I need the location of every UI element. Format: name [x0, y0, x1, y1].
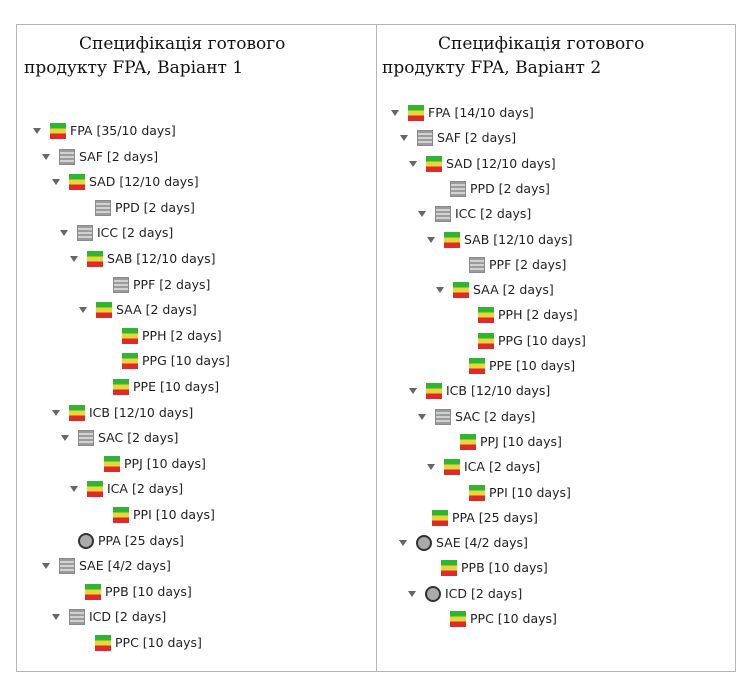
tree-node[interactable]	[408, 585, 522, 603]
tree-node-label: SAD [12/10 days]	[446, 155, 556, 171]
striped-box-icon	[417, 130, 433, 146]
circle-icon	[425, 586, 441, 602]
tree-node	[441, 559, 548, 577]
expand-arrow-icon[interactable]	[418, 211, 426, 217]
tree-node-label: ICC [2 days]	[97, 225, 174, 241]
tree-node[interactable]	[436, 281, 554, 299]
traffic-light-icon	[85, 584, 101, 600]
tree-node-label: PPE [10 days]	[133, 379, 220, 394]
tree-node-label: PPF [2 days]	[133, 276, 211, 292]
tree-node-label: SAF [2 days]	[437, 130, 517, 146]
striped-box-icon	[78, 430, 94, 446]
expand-arrow-icon[interactable]	[79, 307, 87, 313]
striped-box-icon	[113, 277, 129, 293]
tree-node-label: ICB [12/10 days]	[89, 404, 194, 420]
tree-node-label: PPA [25 days]	[98, 532, 184, 548]
expand-arrow-icon[interactable]	[436, 287, 444, 293]
expand-arrow-icon[interactable]	[70, 256, 78, 262]
tree-node[interactable]	[42, 148, 158, 166]
expand-arrow-icon[interactable]	[70, 486, 78, 492]
traffic-light-icon	[469, 485, 485, 501]
tree-node[interactable]	[418, 408, 535, 426]
traffic-light-icon	[122, 328, 138, 344]
tree-node-label: ICD [2 days]	[445, 585, 523, 601]
traffic-light-icon	[50, 123, 66, 139]
tree-node[interactable]	[409, 155, 556, 173]
tree-node-label: PPF [2 days]	[489, 256, 567, 272]
variant1-title	[24, 32, 285, 80]
tree-node-label: ICA [2 days]	[107, 481, 184, 497]
tree-node[interactable]	[61, 429, 178, 447]
expand-arrow-icon[interactable]	[399, 540, 407, 546]
expand-arrow-icon[interactable]	[60, 230, 68, 236]
tree-node-label: PPA [25 days]	[452, 509, 538, 525]
tree-node	[104, 455, 206, 473]
tree-node[interactable]	[42, 557, 171, 575]
tree-node[interactable]	[52, 608, 166, 626]
tree-node-label: SAC [2 days]	[455, 408, 536, 424]
tree-node-label: PPH [2 days]	[498, 307, 578, 323]
traffic-light-icon	[69, 174, 85, 190]
tree-node-label: FPA [35/10 days]	[70, 123, 176, 138]
tree-node-label: SAB [12/10 days]	[464, 231, 573, 247]
variant2-title-line1: Специфікація готового	[438, 34, 645, 54]
tree-node-label: PPJ [10 days]	[124, 455, 206, 471]
tree-node-label: PPD [2 days]	[115, 199, 195, 215]
traffic-light-icon	[444, 232, 460, 248]
tree-node[interactable]	[391, 104, 534, 122]
tree-node	[85, 583, 192, 601]
striped-box-icon	[469, 257, 485, 273]
tree-node	[469, 357, 575, 375]
tree-node-label: PPC [10 days]	[115, 635, 202, 650]
tree-node-label: SAA [2 days]	[116, 302, 197, 318]
traffic-light-icon	[113, 379, 129, 395]
tree-node-label: PPH [2 days]	[142, 327, 222, 343]
traffic-light-icon	[469, 358, 485, 374]
tree-node-label: SAE [4/2 days]	[79, 558, 171, 574]
tree-node[interactable]	[409, 382, 550, 400]
tree-node-label: PPC [10 days]	[470, 611, 557, 626]
tree-node-label: ICA [2 days]	[464, 459, 541, 475]
tree-node-label: SAE [4/2 days]	[436, 535, 528, 551]
striped-box-icon	[435, 409, 451, 425]
tree-node-label: PPI [10 days]	[133, 507, 215, 522]
tree-node[interactable]	[400, 129, 516, 147]
tree-node	[113, 276, 210, 294]
traffic-light-icon	[104, 456, 120, 472]
expand-arrow-icon[interactable]	[52, 614, 60, 620]
expand-arrow-icon[interactable]	[391, 110, 399, 116]
traffic-light-icon	[478, 333, 494, 349]
tree-node-label: ICC [2 days]	[455, 206, 532, 222]
striped-box-icon	[95, 200, 111, 216]
tree-node-label: PPJ [10 days]	[480, 433, 562, 449]
tree-node-label: PPG [10 days]	[142, 353, 230, 369]
expand-arrow-icon[interactable]	[52, 179, 60, 185]
expand-arrow-icon[interactable]	[427, 464, 435, 470]
tree-node-label: ICB [12/10 days]	[446, 383, 551, 399]
tree-node-label: PPI [10 days]	[489, 484, 571, 500]
tree-node[interactable]	[70, 250, 216, 268]
expand-arrow-icon[interactable]	[400, 135, 408, 141]
tree-node-label: PPB [10 days]	[461, 560, 548, 576]
expand-arrow-icon[interactable]	[42, 154, 50, 160]
tree-node	[122, 352, 230, 370]
tree-node	[478, 332, 586, 350]
variant1-title-line2: продукту FPA, Варіант 1	[24, 58, 244, 78]
traffic-light-icon	[87, 481, 103, 497]
tree-node[interactable]	[79, 301, 197, 319]
tree-node[interactable]	[52, 404, 193, 422]
traffic-light-icon	[95, 635, 111, 651]
tree-node[interactable]	[60, 224, 173, 242]
traffic-light-icon	[96, 302, 112, 318]
expand-arrow-icon[interactable]	[61, 435, 69, 441]
tree-node-label: FPA [14/10 days]	[428, 105, 534, 120]
circle-icon	[78, 533, 94, 549]
tree-node	[469, 484, 571, 502]
tree-node-label: PPD [2 days]	[470, 180, 550, 196]
tree-node-label: PPG [10 days]	[498, 332, 586, 348]
traffic-light-icon	[87, 251, 103, 267]
tree-node	[450, 610, 557, 628]
tree-node-label: SAB [12/10 days]	[107, 251, 216, 266]
tree-node-label: SAA [2 days]	[473, 282, 554, 298]
expand-arrow-icon[interactable]	[409, 388, 417, 394]
tree-node	[432, 509, 538, 527]
traffic-light-icon	[113, 507, 129, 523]
traffic-light-icon	[69, 405, 85, 421]
striped-box-icon	[77, 225, 93, 241]
tree-node	[478, 306, 578, 324]
traffic-light-icon	[450, 611, 466, 627]
tree-node	[450, 180, 550, 198]
tree-node[interactable]	[418, 205, 531, 223]
traffic-light-icon	[408, 105, 424, 121]
traffic-light-icon	[432, 510, 448, 526]
tree-node	[460, 433, 562, 451]
traffic-light-icon	[460, 434, 476, 450]
tree-node-label: SAF [2 days]	[79, 148, 159, 164]
tree-node-label: SAD [12/10 days]	[89, 174, 199, 190]
traffic-light-icon	[426, 156, 442, 172]
traffic-light-icon	[122, 353, 138, 369]
striped-box-icon	[59, 149, 75, 165]
tree-node	[95, 634, 202, 652]
expand-arrow-icon[interactable]	[52, 410, 60, 416]
tree-node	[113, 506, 215, 524]
tree-node-label: PPB [10 days]	[105, 583, 192, 599]
expand-arrow-icon[interactable]	[42, 563, 50, 569]
striped-box-icon	[59, 558, 75, 574]
striped-box-icon	[69, 609, 85, 625]
striped-box-icon	[435, 206, 451, 222]
tree-node[interactable]	[52, 173, 199, 191]
traffic-light-icon	[478, 307, 494, 323]
variant2-title-line2: продукту FPA, Варіант 2	[382, 58, 602, 78]
striped-box-icon	[450, 181, 466, 197]
circle-icon	[416, 535, 432, 551]
tree-node[interactable]	[399, 534, 528, 552]
tree-node-label: PPE [10 days]	[489, 358, 576, 373]
traffic-light-icon	[453, 282, 469, 298]
tree-node[interactable]	[427, 231, 573, 249]
tree-node[interactable]	[427, 458, 540, 476]
expand-arrow-icon[interactable]	[418, 414, 426, 420]
tree-node[interactable]	[70, 480, 183, 498]
tree-node-label: ICD [2 days]	[89, 609, 167, 625]
traffic-light-icon	[441, 560, 457, 576]
expand-arrow-icon[interactable]	[33, 128, 41, 134]
traffic-light-icon	[426, 383, 442, 399]
tree-node	[469, 256, 566, 274]
tree-node	[95, 199, 195, 217]
expand-arrow-icon[interactable]	[427, 237, 435, 243]
tree-node[interactable]	[33, 122, 176, 140]
tree-node-label: SAC [2 days]	[98, 430, 179, 446]
tree-node	[113, 378, 219, 396]
variant2-title	[382, 32, 644, 80]
variant1-title-line1: Специфікація готового	[79, 34, 286, 54]
expand-arrow-icon[interactable]	[409, 161, 417, 167]
traffic-light-icon	[444, 459, 460, 475]
column-divider	[376, 24, 377, 672]
tree-node	[122, 327, 222, 345]
tree-node	[78, 532, 184, 550]
expand-arrow-icon[interactable]	[408, 591, 416, 597]
